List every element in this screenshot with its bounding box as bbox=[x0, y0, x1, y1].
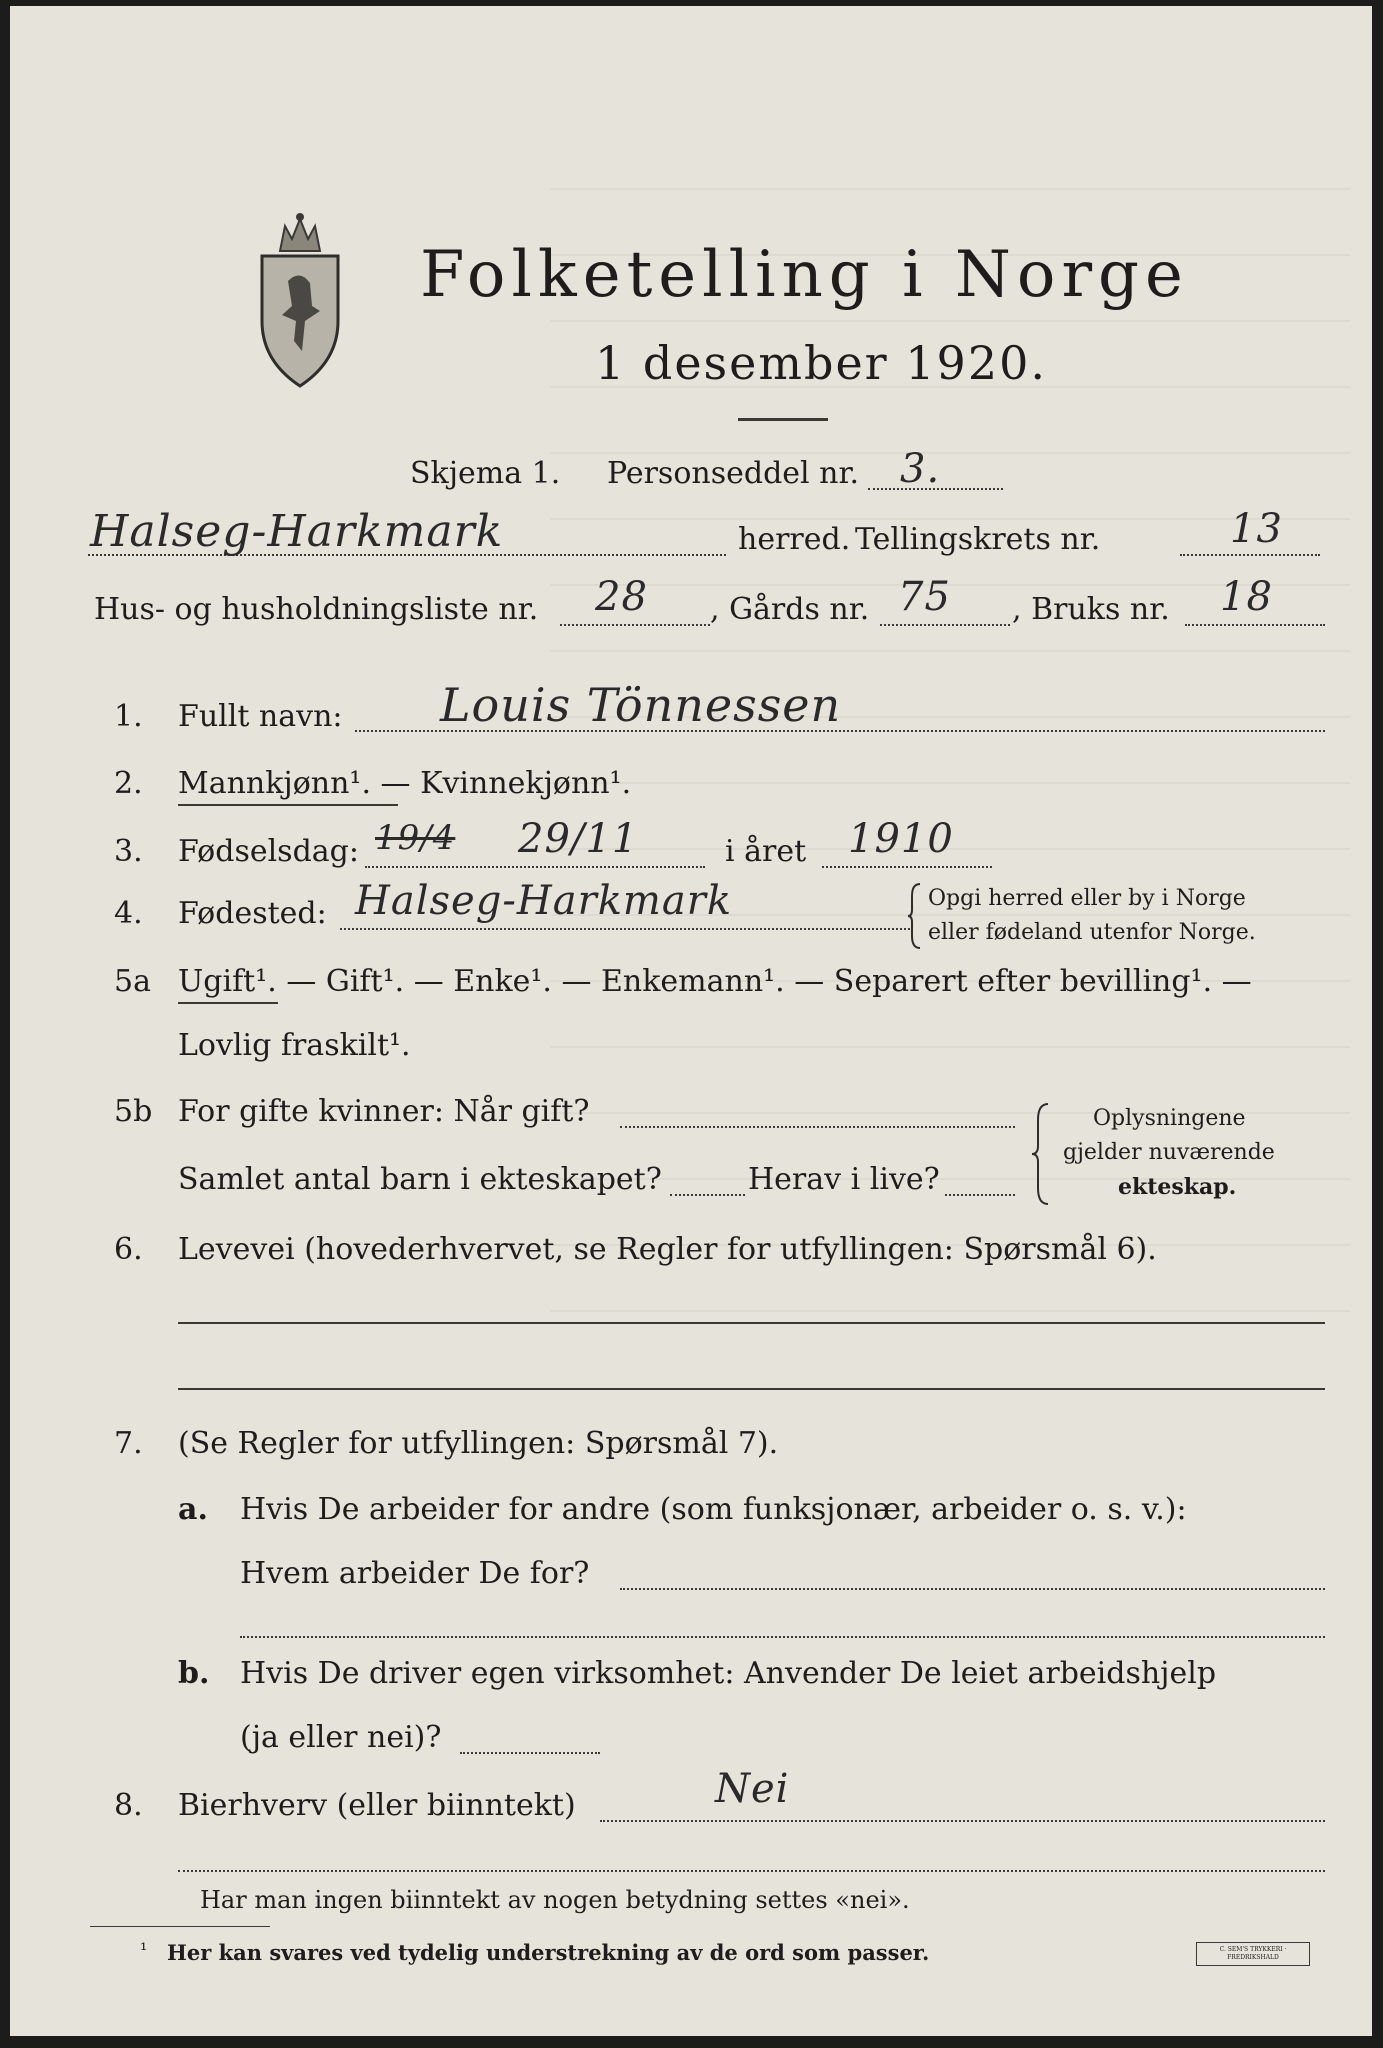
herred-value[interactable]: Halseg-Harkmark bbox=[90, 506, 504, 557]
q8-sideincome-value[interactable]: Nei bbox=[715, 1766, 790, 1812]
bruks-value[interactable]: 18 bbox=[1220, 574, 1273, 620]
q5b-married-line bbox=[620, 1126, 1015, 1128]
q5a-marital-options: Ugift¹. — Gift¹. — Enke¹. — Enkemann¹. — Separert efter bevilling¹. — bbox=[178, 964, 1252, 999]
q2-selected-underline bbox=[178, 804, 398, 806]
hus-value[interactable]: 28 bbox=[595, 574, 648, 620]
q2-gender-options: Mannkjønn¹. — Kvinnekjønn¹. bbox=[178, 766, 632, 801]
q4-birthplace-value[interactable]: Halseg-Harkmark bbox=[355, 878, 733, 924]
footnote-mark: ¹ bbox=[140, 1940, 148, 1961]
q4-number: 4. bbox=[114, 896, 143, 931]
q8-number: 8. bbox=[114, 1788, 143, 1823]
form-date: 1 desember 1920. bbox=[595, 336, 1047, 390]
personseddel-label: Personseddel nr. bbox=[607, 456, 860, 491]
q7b-answer-label: (ja eller nei)? bbox=[240, 1720, 442, 1755]
q1-number: 1. bbox=[114, 699, 143, 734]
gards-line bbox=[880, 624, 1010, 626]
footer-note: Har man ingen biinntekt av nogen betydning settes «nei». bbox=[200, 1886, 910, 1914]
q3-year-value[interactable]: 1910 bbox=[848, 816, 954, 862]
q3-number: 3. bbox=[114, 834, 143, 869]
q7a-question: Hvis De arbeider for andre (som funksjonær, arbeider o. s. v.): bbox=[240, 1492, 1187, 1527]
q4-brace-icon bbox=[906, 882, 926, 950]
q5b-note-line2: gjelder nuværende bbox=[1063, 1140, 1275, 1165]
tellingskrets-line bbox=[1180, 554, 1320, 556]
census-form-sheet bbox=[10, 6, 1372, 2036]
q7a-letter: a. bbox=[178, 1492, 208, 1527]
hus-line bbox=[560, 624, 710, 626]
skjema-label: Skjema 1. bbox=[410, 456, 561, 491]
q4-note-line2: eller fødeland utenfor Norge. bbox=[928, 920, 1256, 945]
q6-answer-line-1 bbox=[178, 1322, 1325, 1324]
bruks-line bbox=[1185, 624, 1325, 626]
q3-year-line bbox=[822, 866, 992, 868]
q5a-number: 5a bbox=[114, 964, 151, 999]
q6-label: Levevei (hovederhvervet, se Regler for utfyllingen: Spørsmål 6). bbox=[178, 1232, 1157, 1267]
q3-birthdate-value[interactable]: 29/11 bbox=[518, 816, 639, 862]
tellingskrets-value[interactable]: 13 bbox=[1230, 506, 1283, 552]
q6-answer-line-2 bbox=[178, 1388, 1325, 1390]
q7a-employer-label: Hvem arbeider De for? bbox=[240, 1556, 590, 1591]
q5a-options-cont: Lovlig fraskilt¹. bbox=[178, 1028, 411, 1063]
q7a-extra-line bbox=[240, 1636, 1325, 1638]
herred-label: herred. bbox=[738, 522, 851, 557]
footnote-text: Her kan svares ved tydelig understrekning av de ord som passer. bbox=[167, 1940, 930, 1965]
q5a-selected-underline bbox=[178, 1002, 278, 1004]
form-title: Folketelling i Norge bbox=[420, 238, 1189, 312]
q8-extra-line bbox=[178, 1870, 1325, 1872]
q6-number: 6. bbox=[114, 1232, 143, 1267]
hus-label: Hus- og husholdningsliste nr. bbox=[94, 592, 539, 627]
q5b-alive-line bbox=[945, 1194, 1015, 1196]
q8-line bbox=[600, 1820, 1325, 1822]
gards-label: , Gårds nr. bbox=[710, 592, 870, 627]
q4-line bbox=[340, 928, 910, 930]
q7-label: (Se Regler for utfyllingen: Spørsmål 7). bbox=[178, 1426, 779, 1461]
bruks-label: , Bruks nr. bbox=[1012, 592, 1170, 627]
title-divider bbox=[738, 418, 828, 421]
printer-stamp: C. SEM'S TRYKKERI · FREDRIKSHALD bbox=[1196, 1942, 1310, 1966]
q7a-employer-line bbox=[620, 1588, 1325, 1590]
q8-label: Bierhverv (eller biinntekt) bbox=[178, 1788, 576, 1823]
q5b-married-when: For gifte kvinner: Når gift? bbox=[178, 1094, 590, 1129]
footer-rule bbox=[90, 1926, 270, 1927]
q3-label: Fødselsdag: bbox=[178, 834, 359, 869]
q3-year-label: i året bbox=[725, 834, 807, 869]
q4-note-line1: Opgi herred eller by i Norge bbox=[928, 886, 1246, 911]
q5b-note-line1: Oplysningene bbox=[1093, 1106, 1246, 1131]
q7b-question: Hvis De driver egen virksomhet: Anvender De leiet arbeidshjelp bbox=[240, 1656, 1217, 1691]
tellingskrets-label: Tellingskrets nr. bbox=[855, 522, 1101, 557]
q7-number: 7. bbox=[114, 1426, 143, 1461]
q1-fullname-value[interactable]: Louis Tönnessen bbox=[440, 678, 842, 732]
q7b-letter: b. bbox=[178, 1656, 210, 1691]
q5b-alive-label: Herav i live? bbox=[748, 1162, 940, 1197]
q2-number: 2. bbox=[114, 766, 143, 801]
coat-of-arms-icon bbox=[250, 211, 350, 391]
q3-line bbox=[365, 866, 705, 868]
q3-struck-value: 19/4 bbox=[375, 818, 456, 858]
q5b-brace-icon bbox=[1030, 1102, 1054, 1206]
q5b-number: 5b bbox=[114, 1094, 153, 1129]
q5b-children-line bbox=[670, 1194, 745, 1196]
personseddel-value[interactable]: 3. bbox=[900, 446, 941, 492]
gards-value[interactable]: 75 bbox=[898, 574, 951, 620]
q5b-children-label: Samlet antal barn i ekteskapet? bbox=[178, 1162, 662, 1197]
q4-label: Fødested: bbox=[178, 896, 327, 931]
q7b-answer-line bbox=[460, 1752, 600, 1754]
q1-label: Fullt navn: bbox=[178, 699, 343, 734]
q5b-note-line3: ekteskap. bbox=[1118, 1174, 1237, 1200]
